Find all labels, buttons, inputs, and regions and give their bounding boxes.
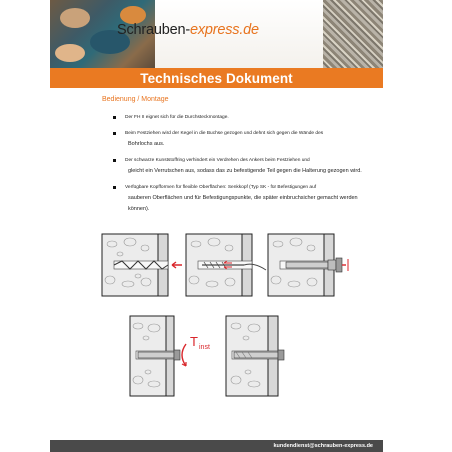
figure-installed bbox=[224, 314, 294, 398]
brand-logo[interactable] bbox=[117, 22, 259, 38]
list-item bbox=[113, 155, 368, 177]
bullet-square-icon bbox=[113, 116, 116, 119]
logo-main-text: Schrauben- bbox=[117, 22, 190, 38]
list-item-text: Beim Festziehen wird der Kegel in die Buchse gezogen und dehnt sich gegen die Wände des bbox=[125, 131, 324, 136]
bullet-square-icon bbox=[113, 186, 116, 189]
list-item-continuation: Bohrlochs aus. bbox=[128, 141, 165, 147]
bullet-square-icon bbox=[113, 132, 116, 135]
list-item bbox=[113, 128, 368, 150]
screws-photo bbox=[323, 0, 383, 68]
list-item-text: Der schwarze Kunststoffring verhindert ein Verdrehen des Ankers beim Festziehen und bbox=[125, 158, 310, 163]
figure-cleaning bbox=[184, 232, 268, 298]
list-item bbox=[113, 112, 368, 123]
figure-drilling bbox=[100, 232, 184, 298]
contact-email-link[interactable]: kundendienst@schrauben-express.de bbox=[273, 443, 373, 449]
section-heading: Bedienung / Montage bbox=[102, 96, 169, 103]
list-item-text: Der FH II eignet sich für die Durchsteckmontage. bbox=[125, 115, 229, 120]
figure-tightening bbox=[128, 314, 220, 398]
document-title-bar bbox=[50, 68, 383, 88]
list-item-text: Verfügbare Kopfformen für flexible Oberflächen: Senkkopf (Typ SK - für Befestigungen auf bbox=[125, 185, 317, 190]
document-title: Technisches Dokument bbox=[140, 70, 293, 86]
list-item-continuation: gleicht ein Verrutschen aus, sodass das zu befestigende Teil gegen die Halterung gezogen wird. bbox=[128, 168, 362, 174]
footer-bar bbox=[50, 440, 383, 452]
list-item bbox=[113, 182, 368, 215]
torque-label: T bbox=[190, 334, 198, 349]
instruction-list bbox=[113, 112, 368, 220]
hand-shape-2 bbox=[55, 44, 85, 62]
logo-accent-text: express.de bbox=[189, 22, 259, 38]
hand-shape bbox=[60, 8, 90, 28]
figure-inserting bbox=[266, 232, 350, 298]
bullet-square-icon bbox=[113, 159, 116, 162]
torque-subscript: inst bbox=[199, 344, 210, 351]
list-item-continuation: sauberen Oberflächen und für Befestigungspunkte, die später einbruchsicher gemacht werden können). bbox=[128, 195, 358, 212]
